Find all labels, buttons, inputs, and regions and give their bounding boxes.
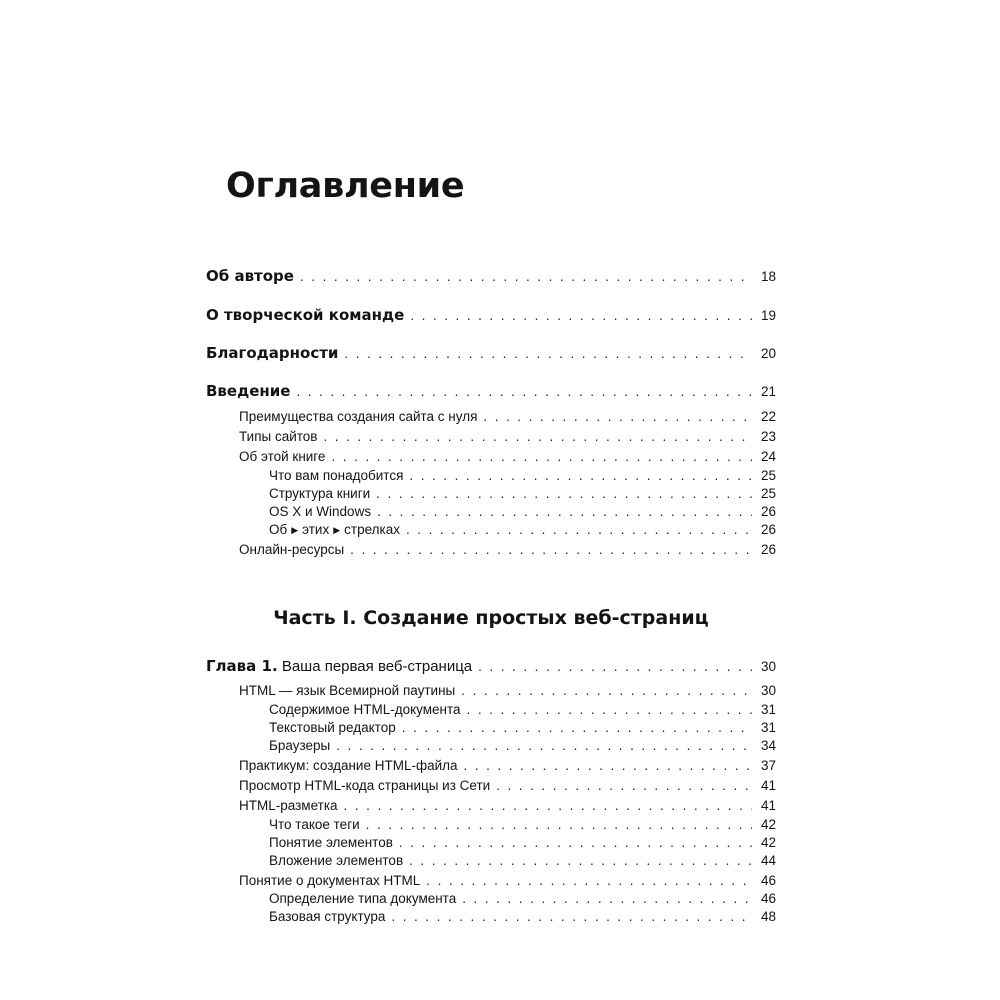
- toc-entry-label: Что вам понадобится: [269, 468, 404, 483]
- dot-leader: [336, 737, 752, 755]
- dot-leader: [462, 890, 752, 908]
- toc-entry-about-book[interactable]: [239, 448, 776, 466]
- toc-entry-introduction[interactable]: [206, 381, 776, 402]
- toc-entry-html-documents[interactable]: [239, 872, 776, 890]
- toc-page-number: 21: [760, 384, 776, 399]
- toc-entry-label: HTML — язык Всемирной паутины: [239, 683, 456, 698]
- toc-entry-label: Типы сайтов: [239, 429, 318, 444]
- dot-leader: [496, 777, 752, 795]
- toc-entry-label: Определение типа документа: [269, 891, 457, 906]
- page-title: Оглавление: [226, 166, 465, 206]
- dot-leader: [323, 428, 752, 446]
- chapter-number: Глава 1.: [206, 657, 278, 675]
- dot-leader: [344, 344, 752, 364]
- dot-leader: [350, 541, 752, 559]
- toc-entry-advantages[interactable]: [239, 408, 776, 426]
- toc-page-number: 26: [760, 504, 776, 519]
- toc-entry-doctype[interactable]: [269, 890, 776, 908]
- toc-page-number: 42: [760, 835, 776, 850]
- toc-entry-label: Введение: [206, 382, 291, 400]
- toc-entry-label: Текстовый редактор: [269, 720, 396, 735]
- toc-entry-elements[interactable]: [269, 834, 776, 852]
- toc-page-number: 23: [760, 429, 776, 444]
- toc-entry-browsers[interactable]: [269, 737, 776, 755]
- toc-entry-view-source[interactable]: [239, 777, 776, 795]
- toc-entry-label: Благодарности: [206, 344, 339, 362]
- dot-leader: [300, 267, 752, 287]
- toc-entry-label: [206, 656, 472, 677]
- dot-leader: [366, 816, 752, 834]
- toc-entry-practicum[interactable]: [239, 757, 776, 775]
- dot-leader: [409, 467, 752, 485]
- dot-leader: [399, 834, 752, 852]
- toc-entry-text-editor[interactable]: [269, 719, 776, 737]
- toc-entry-acknowledgements[interactable]: [206, 343, 776, 364]
- dot-leader: [376, 485, 752, 503]
- toc-page-number: 37: [760, 758, 776, 773]
- toc-entry-basic-structure[interactable]: [269, 908, 776, 926]
- toc-page-number: 31: [760, 702, 776, 717]
- toc-entry-chapter-1[interactable]: [206, 656, 776, 677]
- toc-entry-label: О творческой команде: [206, 306, 405, 324]
- toc-page-number: 44: [760, 853, 776, 868]
- toc-label-part: этих: [302, 522, 330, 537]
- dot-leader: [410, 306, 752, 326]
- toc-page-number: 26: [760, 542, 776, 557]
- toc-page-number: 22: [760, 409, 776, 424]
- toc-entry-label: HTML-разметка: [239, 798, 338, 813]
- toc-entry-about-arrows[interactable]: [269, 521, 776, 539]
- triangle-right-icon: ▶: [333, 525, 341, 535]
- dot-leader: [377, 503, 752, 521]
- toc-page-number: 20: [760, 346, 776, 361]
- dot-leader: [461, 682, 752, 700]
- toc-entry-creative-team[interactable]: [206, 305, 776, 326]
- toc-page-number: 34: [760, 738, 776, 753]
- toc-page-number: 41: [760, 798, 776, 813]
- toc-entry-online-resources[interactable]: [239, 541, 776, 559]
- toc-entry-label: Просмотр HTML-кода страницы из Сети: [239, 778, 491, 793]
- toc-page-number: 18: [760, 269, 776, 284]
- toc-page-number: 30: [760, 683, 776, 698]
- toc-entry-label: Онлайн-ресурсы: [239, 542, 345, 557]
- dot-leader: [331, 448, 752, 466]
- part-heading: Часть I. Создание простых веб-страниц: [273, 607, 709, 629]
- toc-entry-label: Содержимое HTML-документа: [269, 702, 461, 717]
- dot-leader: [406, 521, 752, 539]
- toc-label-part: Об: [269, 522, 288, 537]
- dot-leader: [483, 408, 752, 426]
- toc-entry-label: Преимущества создания сайта с нуля: [239, 409, 478, 424]
- toc-entry-label: Вложение элементов: [269, 853, 404, 868]
- toc-entry-label: Об авторе: [206, 267, 294, 285]
- toc-entry-label: Браузеры: [269, 738, 331, 753]
- toc-page-number: 30: [760, 659, 776, 674]
- toc-entry-label: OS X и Windows: [269, 504, 372, 519]
- dot-leader: [391, 908, 752, 926]
- toc-entry-book-structure[interactable]: [269, 485, 776, 503]
- toc-entry-html-contents[interactable]: [269, 701, 776, 719]
- toc-entry-osx-windows[interactable]: [269, 503, 776, 521]
- chapter-title: Ваша первая веб-страница: [281, 658, 473, 675]
- toc-label-part: стрелках: [344, 522, 400, 537]
- toc-entry-html-markup[interactable]: [239, 797, 776, 815]
- toc-entry-what-you-need[interactable]: [269, 467, 776, 485]
- toc-entry-label: Об этой книге: [239, 449, 326, 464]
- toc-entry-nesting[interactable]: [269, 852, 776, 870]
- toc-entry-label: Базовая структура: [269, 909, 386, 924]
- toc-page-number: 19: [760, 308, 776, 323]
- toc-page-number: 48: [760, 909, 776, 924]
- toc-entry-label: Структура книги: [269, 486, 371, 501]
- toc-entry-label: Практикум: создание HTML-файла: [239, 758, 458, 773]
- toc-page-number: 46: [760, 873, 776, 888]
- toc-entry-about-author[interactable]: [206, 266, 776, 287]
- toc-entry-label: [269, 521, 400, 539]
- toc-page-number: 25: [760, 468, 776, 483]
- toc-page-number: 41: [760, 778, 776, 793]
- toc-entry-label: Что такое теги: [269, 817, 360, 832]
- toc-page-number: 42: [760, 817, 776, 832]
- dot-leader: [296, 382, 752, 402]
- toc-page-number: 31: [760, 720, 776, 735]
- dot-leader: [426, 872, 752, 890]
- dot-leader: [344, 797, 752, 815]
- toc-entry-label: Понятие о документах HTML: [239, 873, 421, 888]
- triangle-right-icon: ▶: [291, 525, 299, 535]
- toc-entry-what-are-tags[interactable]: [269, 816, 776, 834]
- dot-leader: [409, 852, 752, 870]
- toc-entry-html-language[interactable]: [239, 682, 776, 700]
- toc-page-number: 25: [760, 486, 776, 501]
- toc-entry-site-types[interactable]: [239, 428, 776, 446]
- dot-leader: [467, 701, 752, 719]
- toc-page-number: 46: [760, 891, 776, 906]
- dot-leader: [478, 657, 752, 677]
- toc-page-number: 24: [760, 449, 776, 464]
- dot-leader: [402, 719, 752, 737]
- dot-leader: [464, 757, 752, 775]
- toc-entry-label: Понятие элементов: [269, 835, 393, 850]
- toc-page-number: 26: [760, 522, 776, 537]
